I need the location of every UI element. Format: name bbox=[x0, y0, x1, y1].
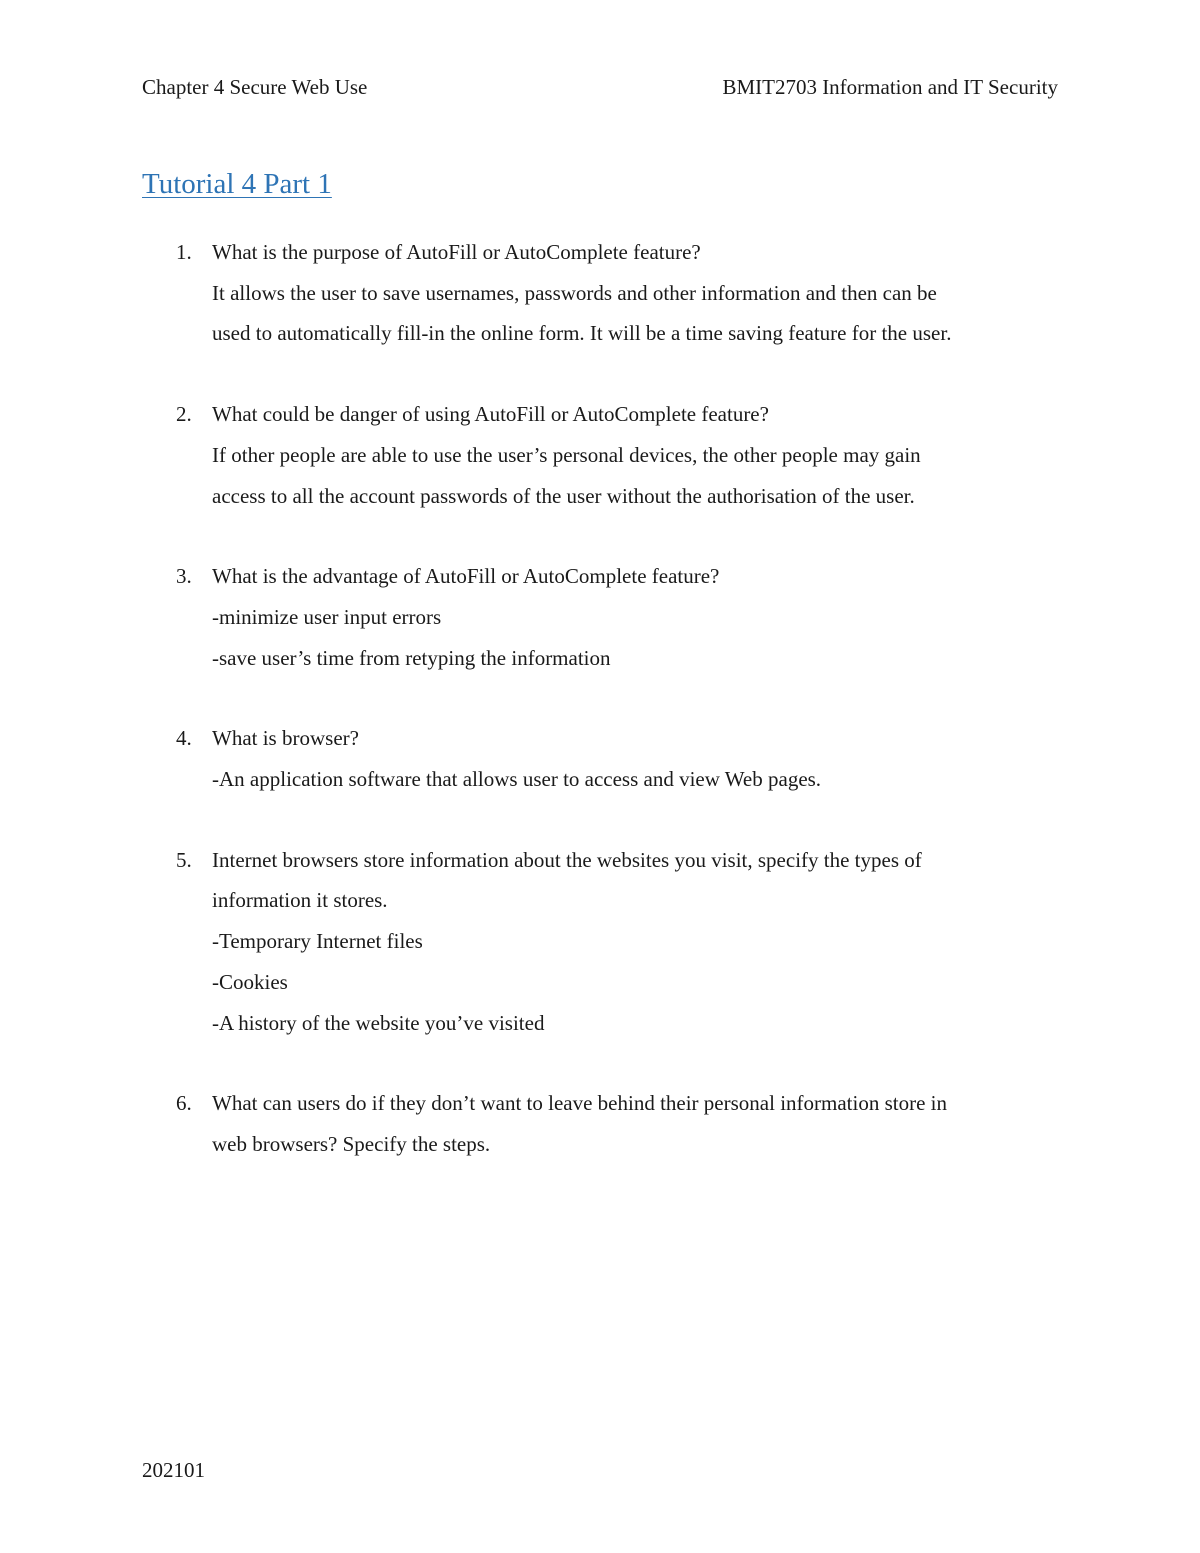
answer-line: -save user’s time from retyping the information bbox=[212, 645, 611, 670]
header-chapter-title: Chapter 4 Secure Web Use bbox=[142, 75, 368, 99]
answer-line: If other people are able to use the user’s personal devices, the other people may gain bbox=[212, 442, 921, 467]
question-item-2 bbox=[142, 394, 1058, 516]
question-number: 2. bbox=[176, 402, 192, 427]
question-text: Internet browsers store information about the websites you visit, specify the types of bbox=[212, 847, 922, 872]
answer-line: It allows the user to save usernames, passwords and other information and then can be bbox=[212, 280, 937, 305]
answer-line: -Cookies bbox=[212, 969, 288, 994]
question-text-continued: web browsers? Specify the steps. bbox=[212, 1131, 491, 1156]
answer-line: -An application software that allows user to access and view Web pages. bbox=[212, 767, 822, 792]
question-text: What is the purpose of AutoFill or AutoComplete feature? bbox=[212, 240, 701, 264]
answer-line: -Temporary Internet files bbox=[212, 929, 423, 954]
answer-line: access to all the account passwords of the user without the authorisation of the user. bbox=[212, 483, 915, 508]
question-item-4 bbox=[142, 718, 1058, 799]
question-item-1 bbox=[142, 232, 1058, 354]
question-item-5 bbox=[142, 840, 1058, 1044]
question-number: 6. bbox=[176, 1091, 192, 1116]
question-item-6 bbox=[142, 1083, 1058, 1164]
question-text-continued: information it stores. bbox=[212, 888, 388, 913]
answer-line: used to automatically fill-in the online form. It will be a time saving feature for the user. bbox=[212, 321, 952, 346]
question-number: 4. bbox=[176, 726, 192, 751]
question-text: What is the advantage of AutoFill or AutoComplete feature? bbox=[212, 564, 720, 589]
answer-line: -minimize user input errors bbox=[212, 604, 442, 629]
question-list bbox=[142, 232, 1058, 1205]
header-course-title: BMIT2703 Information and IT Security bbox=[722, 75, 1058, 99]
question-text: What is browser? bbox=[212, 726, 359, 751]
question-item-3 bbox=[142, 556, 1058, 678]
question-number: 5. bbox=[176, 847, 192, 872]
document-title: Tutorial 4 Part 1 bbox=[142, 168, 332, 200]
question-text: What could be danger of using AutoFill or AutoComplete feature? bbox=[212, 402, 769, 427]
answer-line: -A history of the website you’ve visited bbox=[212, 1010, 545, 1035]
question-number: 1. bbox=[176, 240, 192, 264]
question-text: What can users do if they don’t want to leave behind their personal information store in bbox=[212, 1091, 947, 1116]
page-footer: 202101 bbox=[142, 1458, 205, 1482]
page-header bbox=[142, 72, 1058, 102]
question-number: 3. bbox=[176, 564, 192, 589]
